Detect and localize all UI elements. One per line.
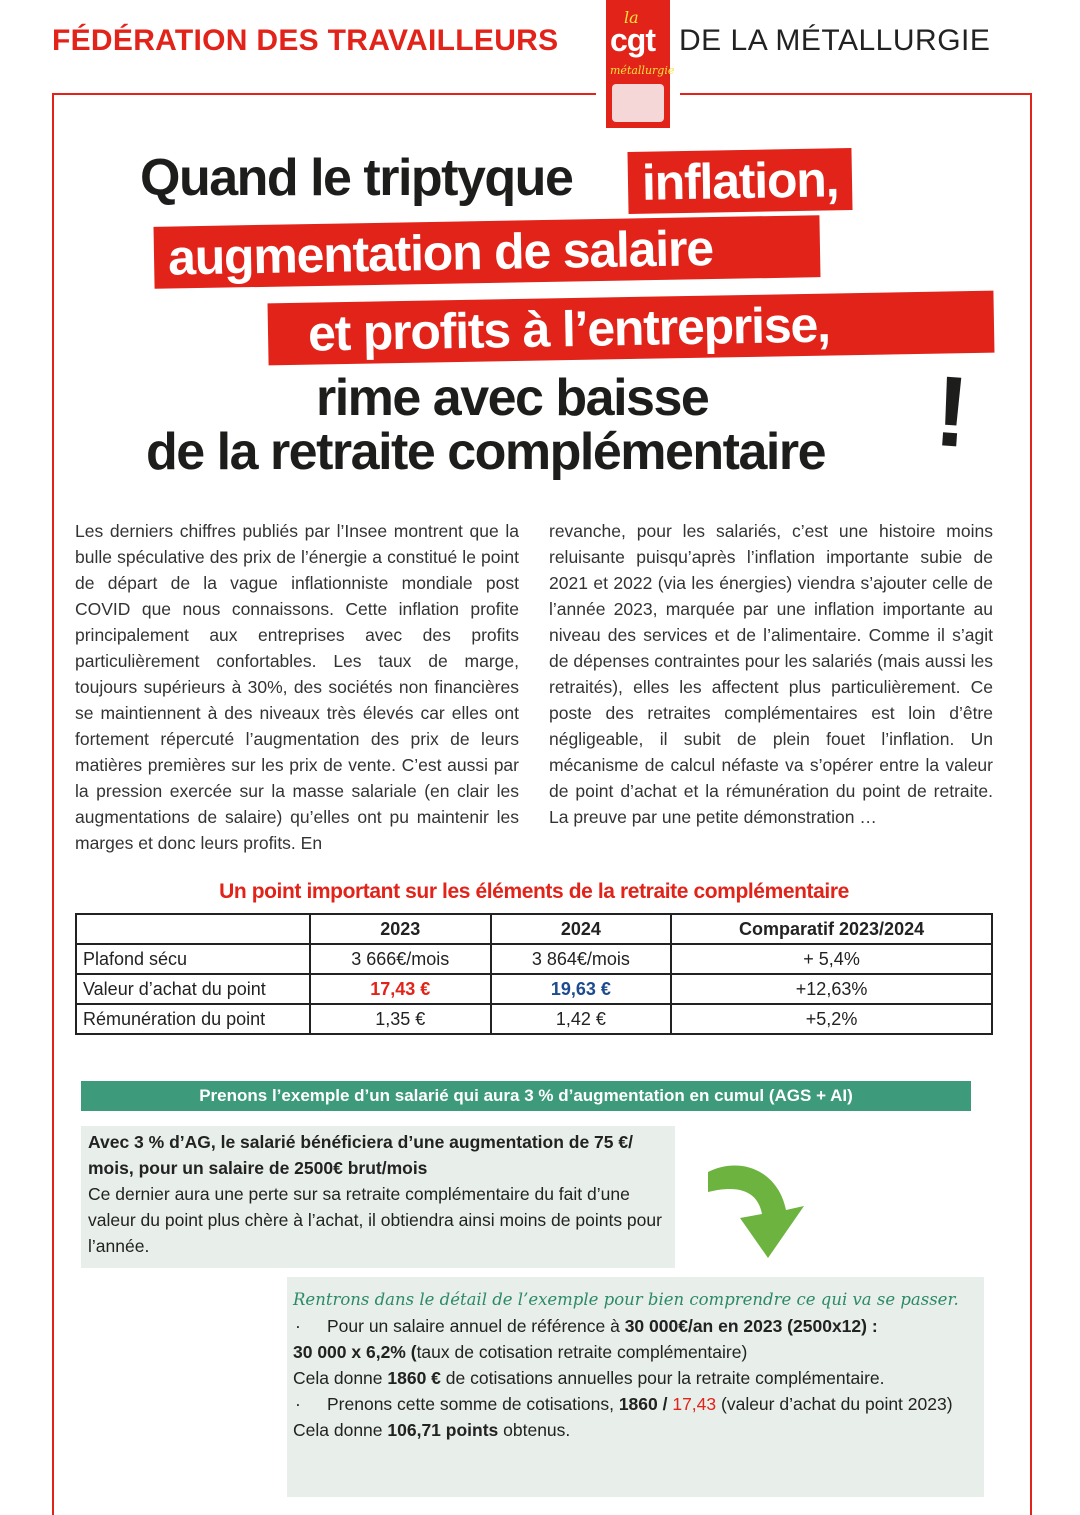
- retraite-table: [75, 913, 993, 1035]
- table-cell: 3 666€/mois: [310, 944, 491, 974]
- line-2-bold: 30 000 x 6,2% (: [293, 1342, 417, 1362]
- cgt-logo: [606, 0, 675, 128]
- bullet-dot: ·: [295, 1316, 301, 1336]
- line-5-post: obtenus.: [498, 1420, 571, 1440]
- detail-bullet-1: [293, 1313, 978, 1339]
- table-cell: Plafond sécu: [76, 944, 310, 974]
- table-cell: 3 864€/mois: [491, 944, 672, 974]
- curved-arrow-icon: [700, 1158, 812, 1260]
- example-banner: Prenons l’exemple d’un salarié qui aura 3 % d’augmentation en cumul (AGS + AI): [81, 1081, 971, 1111]
- example-box-bold: Avec 3 % d’AG, le salarié bénéficiera d’une augmentation de 75 €/ mois, pour un salaire de 2500€ brut/mois: [88, 1132, 633, 1178]
- table-cell: 1,42 €: [491, 1004, 672, 1034]
- detail-line-2: [293, 1339, 978, 1365]
- logo-cgt: cgt: [610, 22, 655, 58]
- detail-line-5: [293, 1417, 978, 1443]
- exclamation-mark: !: [931, 354, 973, 470]
- table-title: Un point important sur les éléments de la retraite complémentaire: [219, 880, 849, 903]
- line-5-pre: Cela donne: [293, 1420, 388, 1440]
- table-row: [76, 974, 992, 1004]
- title-highlight-inflation: inflation,: [627, 148, 852, 214]
- title-highlight-profits: et profits à l’entreprise,: [268, 291, 995, 366]
- example-box: [81, 1126, 675, 1268]
- table-header: 2024: [491, 914, 672, 944]
- line-2-text: taux de cotisation retraite complémentaire): [416, 1342, 748, 1362]
- detail-box: [287, 1277, 984, 1497]
- table-cell: 17,43 €: [310, 974, 491, 1004]
- bullet-2-bold: 1860 /: [618, 1394, 673, 1414]
- table-row: [76, 944, 992, 974]
- title-line-5: de la retraite complémentaire: [146, 423, 826, 481]
- table-header-row: [76, 914, 992, 944]
- detail-intro: Rentrons dans le détail de l’exemple pour bien comprendre ce qui va se passer.: [293, 1290, 959, 1309]
- table-cell: 19,63 €: [491, 974, 672, 1004]
- bullet-2-red: 17,43: [672, 1394, 717, 1414]
- line-3-pre: Cela donne: [293, 1368, 388, 1388]
- table-row: [76, 1004, 992, 1034]
- bullet-dot: ·: [295, 1394, 301, 1414]
- table-cell: + 5,4%: [671, 944, 992, 974]
- table-cell: 1,35 €: [310, 1004, 491, 1034]
- header-metallurgie: DE LA MÉTALLURGIE: [679, 24, 991, 57]
- bullet-2-pre: Prenons cette somme de cotisations,: [327, 1394, 619, 1414]
- title-line-1: Quand le triptyque: [140, 149, 573, 207]
- line-5-bold: 106,71 points: [387, 1420, 499, 1440]
- line-3-bold: 1860 €: [387, 1368, 441, 1388]
- title-line-4: rime avec baisse: [316, 369, 709, 427]
- bullet-1-text: Pour un salaire annuel de référence à: [327, 1316, 625, 1336]
- logo-faces-icon: [612, 84, 664, 122]
- intro-column-1: Les derniers chiffres publiés par l’Insee montrent que la bulle spéculative des prix de l’énergie a constitué le point de départ de la vague inflationniste mondiale post COVID que nous connaissons. Cette inflation profite principalement aux entreprises avec des profits particulièrement confortables. Les taux de marge, toujours supérieurs à 30%, des sociétés non financières se maintiennent à des niveaux très élevés car elles ont fortement répercuté l’augmentation des prix de leurs matières premières sur les prix de vente. C’est aussi par la pression exercée sur la masse salariale (en clair les augmentations de salaire) qu’elles ont pu maintenir les marges et donc leurs profits. En: [75, 521, 519, 853]
- example-box-text: Ce dernier aura une perte sur sa retraite complémentaire du fait d’une valeur du point plus chère à l’achat, il obtiendra ainsi moins de points pour l’année.: [88, 1184, 662, 1256]
- detail-bullet-2: [293, 1391, 978, 1417]
- table-header: Comparatif 2023/2024: [671, 914, 992, 944]
- bullet-1-bold: 30 000€/an en 2023 (2500x12) :: [624, 1316, 878, 1336]
- bullet-2-post: (valeur d’achat du point 2023): [716, 1394, 953, 1414]
- logo-metallurgie: métallurgie: [610, 64, 675, 77]
- table-header: [76, 914, 310, 944]
- table-header: 2023: [310, 914, 491, 944]
- header-federation: FÉDÉRATION DES TRAVAILLEURS: [52, 24, 559, 57]
- table-cell: +5,2%: [671, 1004, 992, 1034]
- title-highlight-salaire: augmentation de salaire: [154, 215, 821, 289]
- logo-la: la: [624, 8, 639, 27]
- table-cell: +12,63%: [671, 974, 992, 1004]
- line-3-post: de cotisations annuelles pour la retraite complémentaire.: [440, 1368, 885, 1388]
- intro-column-2: revanche, pour les salariés, c’est une histoire moins reluisante puisqu’après l’inflation importante subie de 2021 et 2022 (via les énergies) viendra s’ajouter celle de l’année 2023, marquée par une inflation importante au niveau des services et de l’alimentaire. Comme il s’agit de dépenses contraintes pour les salariés (mais aussi les retraités), elles les affectent plus particulièrement. Ce poste des retraites complémentaires est loin d’être négligeable, il subit de plein fouet l’inflation. Un mécanisme de calcul néfaste va s’opérer entre la valeur de point d’achat et la rémunération du point de retraite. La preuve par une petite démonstration …: [549, 521, 993, 827]
- detail-line-3: [293, 1365, 978, 1391]
- table-cell: Rémunération du point: [76, 1004, 310, 1034]
- table-cell: Valeur d’achat du point: [76, 974, 310, 1004]
